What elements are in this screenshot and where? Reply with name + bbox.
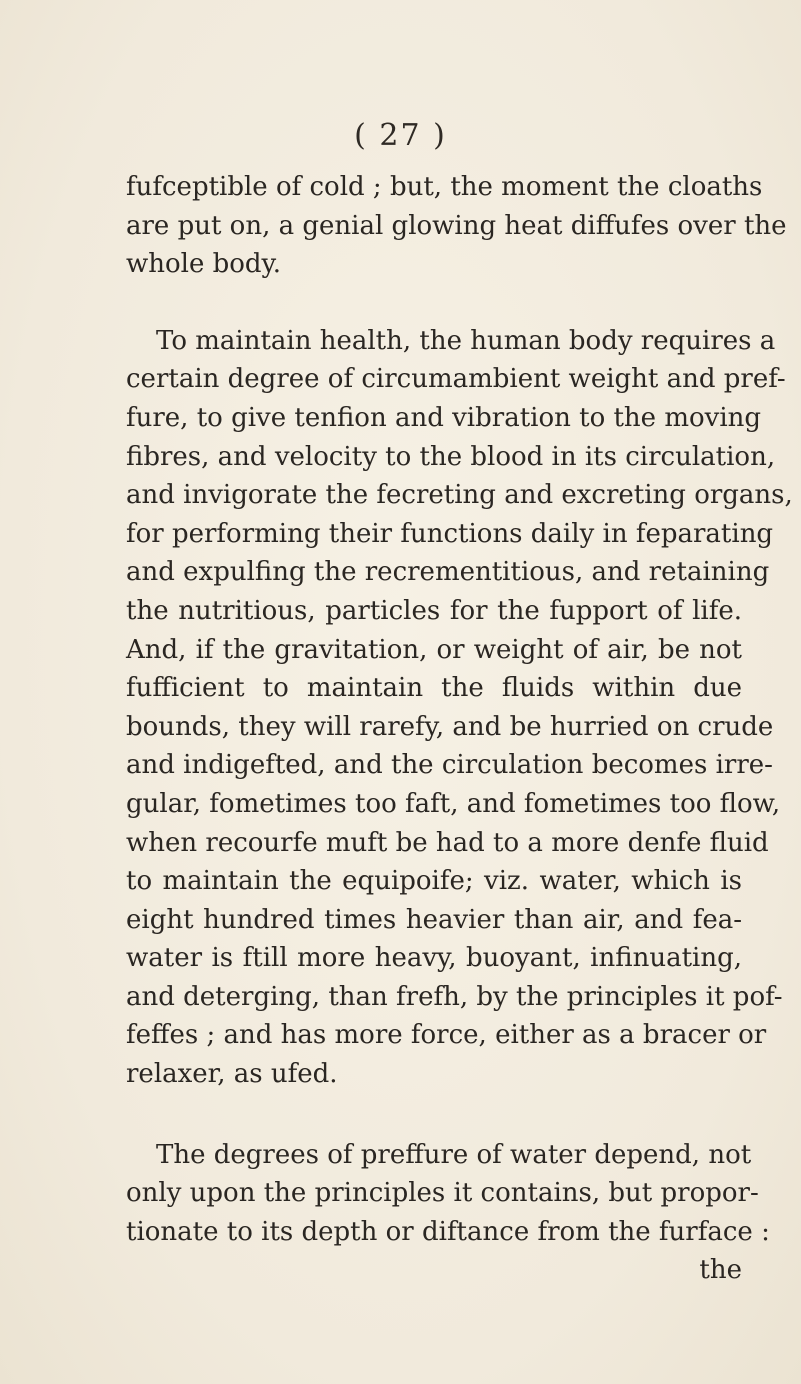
paragraph-2: [126, 322, 793, 1094]
text-line: feffes ; and has more force, either as a bracer or: [126, 1020, 767, 1051]
text-line: fufficient to maintain the fluids within due: [126, 673, 742, 704]
text-line: relaxer, as ufed.: [126, 1059, 338, 1090]
text-line: whole body.: [126, 249, 282, 280]
text-line: fufceptible of cold ; but, the moment the cloaths: [126, 172, 763, 202]
text-line: and invigorate the fecreting and excreting organs,: [126, 480, 793, 511]
text-line: the nutritious, particles for the fupport of life.: [126, 595, 742, 626]
text-line: certain degree of circumambient weight and pref-: [126, 364, 786, 395]
text-line: are put on, a genial glowing heat diffufes over the: [126, 210, 787, 241]
text-line: fibres, and velocity to the blood in its circulation,: [126, 441, 776, 472]
text-line: tionate to its depth or diftance from the furface :: [126, 1216, 770, 1247]
text-line: The degrees of preffure of water depend, not: [156, 1139, 752, 1170]
text-line: To maintain health, the human body requires a: [156, 325, 776, 356]
text-line: fure, to give tenfion and vibration to the moving: [126, 402, 762, 433]
text-line: And, if the gravitation, or weight of air, be not: [126, 634, 742, 665]
text-line: to maintain the equipoife; viz. water, which is: [126, 866, 742, 897]
paragraph-1: [126, 168, 787, 284]
text-line: water is ftill more heavy, buoyant, infinuating,: [126, 943, 742, 974]
body-text: [126, 168, 793, 1290]
text-line: only upon the principles it contains, but propor-: [126, 1178, 759, 1209]
catchword: the: [699, 1255, 742, 1286]
paragraph-3: [126, 1136, 770, 1290]
text-line: and indigefted, and the circulation becomes irre-: [126, 750, 773, 781]
paragraph-spacer: [126, 1094, 742, 1136]
text-line: bounds, they will rarefy, and be hurried on crude: [126, 711, 774, 742]
text-line: for performing their functions daily in feparating: [126, 518, 774, 549]
page-number: ( 27 ): [354, 118, 447, 153]
text-line: and expulfing the recrementitious, and retaining: [126, 557, 770, 588]
text-line: and deterging, than frefh, by the principles it pof-: [126, 981, 783, 1012]
text-line: gular, fometimes too faft, and fometimes too flow,: [126, 788, 781, 819]
paragraph-spacer: [126, 284, 742, 322]
text-line: when recourfe muft be had to a more denfe fluid: [126, 827, 769, 858]
text-line: eight hundred times heavier than air, and fea-: [126, 904, 742, 935]
